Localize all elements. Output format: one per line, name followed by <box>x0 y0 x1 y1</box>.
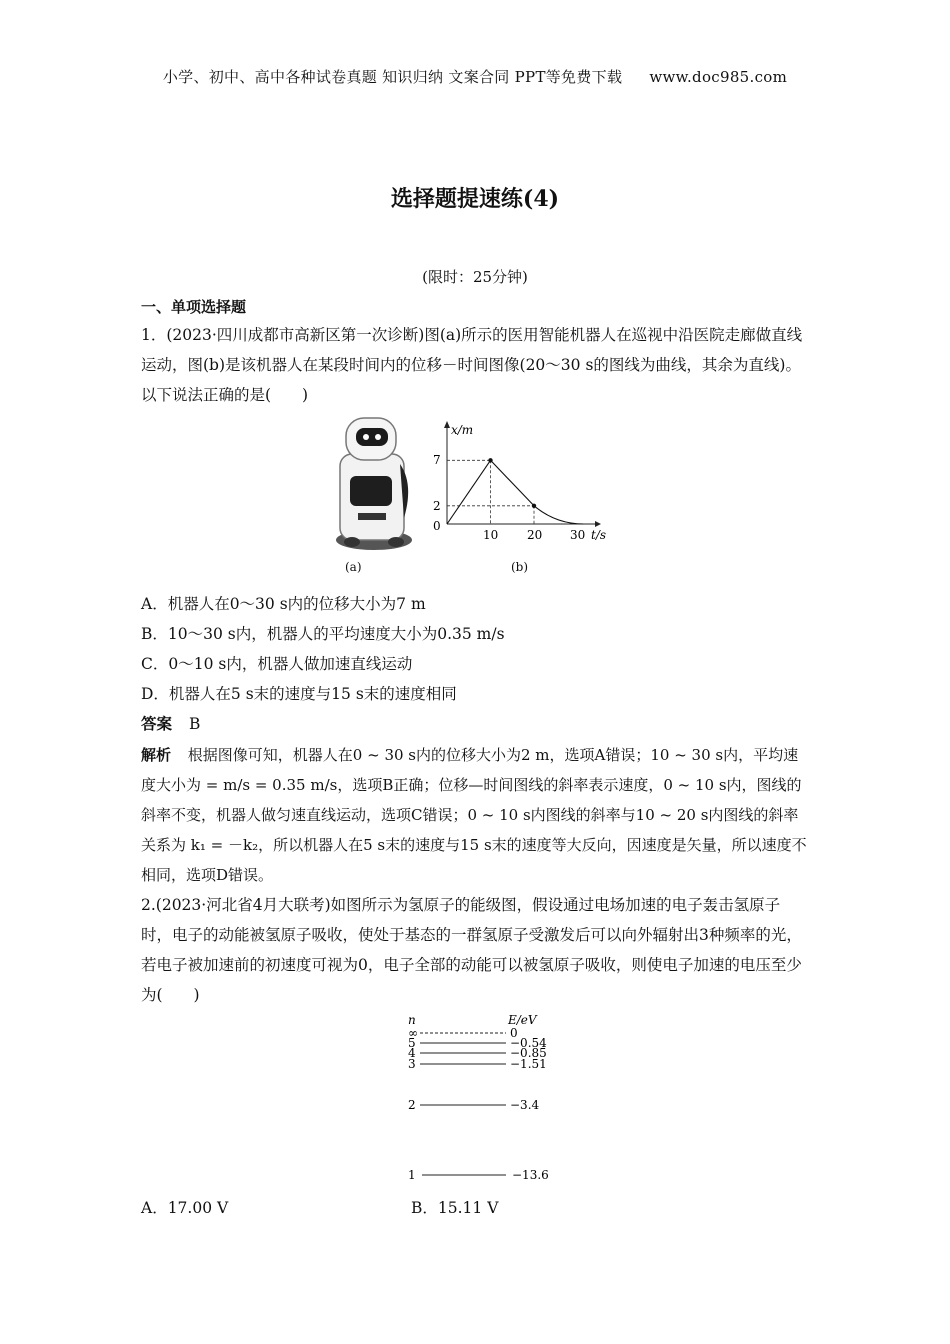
q1-option-b[interactable]: B．10～30 s内，机器人的平均速度大小为0.35 m/s <box>141 625 505 643</box>
segment-0-10 <box>447 460 491 524</box>
level-e-2: −3.4 <box>510 1098 540 1112</box>
level-e-5: −0.54 <box>510 1036 547 1050</box>
section-heading: 一、单项选择题 <box>141 298 247 316</box>
robot-image <box>330 414 412 554</box>
q2-option-a[interactable]: A．17.00 V <box>141 1199 229 1217</box>
q1-option-c[interactable]: C．0～10 s内，机器人做加速直线运动 <box>141 655 413 673</box>
level-e-4: −0.85 <box>510 1046 547 1060</box>
point-20-2 <box>532 504 536 508</box>
level-n-2: 2 <box>408 1098 416 1112</box>
caption-b: (b) <box>511 560 529 574</box>
page-header <box>0 66 950 87</box>
header-text: 小学、初中、高中各种试卷真题 知识归纳 文案合同 PPT等免费下载 <box>162 68 623 86</box>
answer-line <box>141 712 200 734</box>
y-axis-arrow <box>444 421 450 428</box>
levels-n-label: n <box>408 1013 416 1027</box>
analysis-block <box>141 740 811 890</box>
caption-a: (a) <box>345 560 362 574</box>
graph-x-tick-30: 30 <box>570 528 586 542</box>
page-title: 选择题提速练(4) <box>390 186 560 212</box>
q1-option-a[interactable]: A．机器人在0～30 s内的位移大小为7 m <box>141 595 426 613</box>
curve-20-30 <box>534 506 584 524</box>
robot-visor <box>356 428 388 446</box>
level-e-3: −1.51 <box>510 1057 547 1071</box>
x-axis-arrow <box>595 521 601 527</box>
level-n-5: 5 <box>408 1036 416 1050</box>
answer-label: 答案 <box>141 714 173 733</box>
graph-y-tick-7: 7 <box>433 453 441 467</box>
point-10-7 <box>488 458 492 462</box>
graph-y-label: x/m <box>451 423 474 437</box>
time-limit: (限时：25分钟) <box>422 268 528 286</box>
graph-y-tick-2: 2 <box>433 499 441 513</box>
answer-value: B <box>188 715 201 733</box>
energy-level-diagram <box>400 1012 560 1182</box>
graph-origin-label: 0 <box>433 519 441 533</box>
level-n-3: 3 <box>408 1057 416 1071</box>
level-n-inf: ∞ <box>408 1026 418 1040</box>
robot-label-plate <box>358 513 386 520</box>
level-n-1: 1 <box>408 1168 416 1182</box>
segment-10-20 <box>491 460 535 506</box>
question-1-stem: 1．(2023·四川成都市高新区第一次诊断)图(a)所示的医用智能机器人在巡视中沿医院走廊做直线运动，图(b)是该机器人在某段时间内的位移－时间图像(20～30 s的图线为曲线，其余为直线)。以下说法正确的是( ) <box>141 326 803 404</box>
xt-graph <box>425 418 620 550</box>
level-e-inf: 0 <box>510 1026 518 1040</box>
analysis-text: 根据图像可知，机器人在0 ~ 30 s内的位移大小为2 m，选项A错误；10 ~ 30 s内，平均速度大小为 = m/s = 0.35 m/s，选项B正确；位移—时间图线的斜率表示速度，0 ~ 10 s内，图线的斜率不变，机器人做匀速直线运动，选项C错误；0 ~ 10 s内图线的斜率与10 ~ 20 s内图线的斜率关系为 k₁ = －k₂，所以机器人在5 s末的速度与15 s末的速度等大反向，因速度是矢量，所以速度不相同，选项D错误。 <box>141 746 807 884</box>
header-site-link[interactable]: www.doc985.com <box>649 68 788 86</box>
question-2-stem: 2.(2023·河北省4月大联考)如图所示为氢原子的能级图，假设通过电场加速的电子轰击氢原子时，电子的动能被氢原子吸收，使处于基态的一群氢原子受激发后可以向外辐射出3种频率的光，若电子被加速前的初速度可视为0，电子全部的动能可以被氢原子吸收，则使电子加速的电压至少为( ) <box>141 896 802 1004</box>
level-n-4: 4 <box>408 1046 416 1060</box>
q1-option-d[interactable]: D．机器人在5 s末的速度与15 s末的速度相同 <box>141 685 457 703</box>
graph-x-label: t/s <box>591 528 607 542</box>
robot-screen <box>350 476 392 506</box>
graph-x-tick-10: 10 <box>483 528 499 542</box>
level-e-1: −13.6 <box>512 1168 549 1182</box>
analysis-label: 解析 <box>141 746 172 764</box>
levels-e-label: E/eV <box>508 1013 537 1027</box>
q2-option-b[interactable]: B．15.11 V <box>411 1199 499 1217</box>
graph-x-tick-20: 20 <box>527 528 543 542</box>
